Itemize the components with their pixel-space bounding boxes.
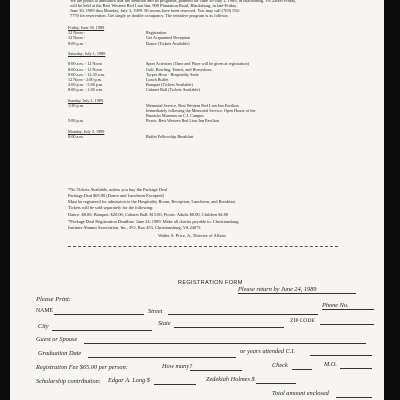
schedule-time: 2:00 p.m. - 5:00 p.m. [68, 82, 104, 88]
total-amount-label: Total amount enclosed [272, 390, 329, 397]
schedule-time: 1:30 p.m. [68, 102, 84, 108]
schedule-event: Registration [146, 30, 167, 36]
scholarship-label: Scholarship contribution: [36, 378, 101, 385]
please-print-label: Please Print: [36, 296, 71, 303]
state-field[interactable] [174, 327, 284, 328]
note-tickets: *No Tickets Available, unless you buy the Package Deal [68, 187, 168, 192]
schedule-event: Get Acquainted Reception [146, 35, 191, 41]
intro-line-2: will be held at the Best Western Red Lion Inn, 900 Plantation Road, Blacksburg, in late-Friday. [70, 3, 238, 8]
note-sold-separately: Tickets will be sold separately for the following: [68, 205, 154, 210]
schedule-event: Dance (Tickets Available) [146, 40, 190, 46]
schedule-time: 9:00 a.m. - 12:30 a.m. [68, 71, 105, 77]
schedule-event: Picnic, Best Western Red Lion Inn Pavilion [146, 118, 219, 124]
schedule-event: Tyrpes Hour - Hospitality Suite [146, 71, 199, 77]
graduation-date-label: Graduation Date [38, 350, 82, 357]
city-field[interactable] [52, 330, 152, 331]
schedule-event: Memorial Service, Best Western Red Lion Inn Pavilion [146, 102, 239, 108]
intro-line-3: June 30, 1989 thru Monday, July 3, 1989. 50 rooms have been reserved. You may call (703) 552- [70, 8, 241, 13]
schedule-time: Monday, July 3, 1989 [68, 128, 105, 134]
city-label: City [38, 323, 49, 330]
money-order-label: M.O. [324, 361, 337, 368]
how-many-field[interactable] [190, 370, 242, 371]
schedule-time: Friday, June 30, 1989 [68, 25, 105, 30]
edgar-long-fund-field[interactable] [154, 384, 196, 385]
schedule-event: Buffet Fellowship Breakfast [146, 133, 194, 139]
schedule-time: 12 Noon - 2:00 p.m. [68, 76, 102, 82]
schedule-time: 5:00 p.m. [68, 118, 84, 124]
total-amount-field[interactable] [336, 397, 372, 398]
schedule-event: Cabaret Ball (Tickets Available) [146, 87, 200, 93]
note-prices: Dance: $8.00; Banquet: $20.00; Cabaret Ball: $15.00; Picnic: Adults $8.00, Children $4.00 [68, 212, 229, 217]
zedekiah-holmes-fund-label: Zedekiah Holmes $ [206, 376, 255, 383]
event-schedule [68, 25, 368, 139]
note-package: Package Deal $65.00 (Dance and Luncheon Excepted) [68, 193, 164, 198]
cut-line [68, 246, 338, 247]
intro-line-4: 7770 for reservation. Get single or double occupancy. The tentative program is as follows: [70, 13, 229, 18]
form-title: REGISTRATION FORM [178, 280, 243, 286]
edgar-long-fund-label: Edgar A. Long $ [108, 377, 150, 384]
schedule-event: Sport Activities (Time and Place will be given at registration) [146, 61, 250, 67]
schedule-event: Golf, Bowling, Tennis, and Horseshoes [146, 66, 212, 72]
schedule-time: 8:00 a.m. - 12 Noon [68, 61, 102, 67]
note-address: Institute Alumni Association, Inc., P.O. Box 453, Christiansburg, VA 24073 [68, 225, 201, 230]
schedule-time: 8:00 p.m. - [68, 40, 87, 46]
phone-field[interactable] [322, 309, 374, 310]
intro-line-1: We are proud to announce that the Reunion and its programs, planned for June 30-July 2, 1989, in Blacksburg, VA 24060 Friday, [70, 0, 297, 3]
schedule-time: 12 Noon - [68, 30, 85, 36]
zip-field[interactable] [320, 324, 374, 325]
schedule-time: 8:00 p.m. - 1:00 a.m. [68, 87, 104, 93]
name-field[interactable] [54, 314, 144, 315]
state-label: State [158, 320, 171, 327]
schedule-time: 8:00 a.m. - 12 Noon [68, 66, 102, 72]
schedule-time: 12 Noon - [68, 35, 85, 41]
phone-label: Phone No. [322, 302, 349, 309]
street-label: Street [148, 308, 163, 315]
schedule-row [68, 134, 368, 139]
return-note: Please return by June 24, 1989 [238, 286, 317, 293]
schedule-time: Saturday, July 1, 1989 [68, 50, 106, 56]
street-field[interactable] [168, 314, 318, 315]
guest-label: Guest or Spouse [36, 336, 78, 343]
schedule-time: Sunday, July 2, 1989 [68, 97, 103, 103]
schedule-event: Immediately following the Memorial Service, Open House of the [146, 108, 256, 113]
schedule-event: Lunch Buffet [146, 76, 169, 82]
return-note-underline [238, 293, 356, 294]
zedekiah-holmes-fund-field[interactable] [256, 383, 296, 384]
money-order-field[interactable] [340, 368, 372, 369]
guest-field[interactable] [84, 343, 366, 344]
graduation-date-field[interactable] [88, 357, 236, 358]
note-signature: Walter A. Price, Jr., Director of Affairs [158, 233, 226, 238]
schedule-time: 8:00 a.m. [68, 133, 84, 139]
note-deadline: *Package Deal Registration Deadline: June 24, 1989. Make all checks payable to: Christiansburg [68, 219, 239, 224]
check-field[interactable] [292, 369, 312, 370]
registration-fee-label: Registration Fee $65.00 per person: [36, 364, 128, 371]
note-registered: Must be registered for admission to the Hospitality Room, Reception, Luncheon, and Breakfast [68, 199, 236, 204]
document-page [10, 0, 384, 400]
name-label: NAME [36, 308, 54, 314]
schedule-event: Barracks Museum on C.I. Campus [146, 113, 204, 119]
years-attended-label: or years attended C.I. [240, 348, 296, 355]
years-attended-field[interactable] [310, 355, 372, 356]
check-label: Check [272, 362, 288, 369]
schedule-event: Banquet (Tickets Available) [146, 82, 193, 88]
how-many-label: How many? [162, 363, 193, 370]
zip-label: ZIP CODE [290, 318, 315, 324]
